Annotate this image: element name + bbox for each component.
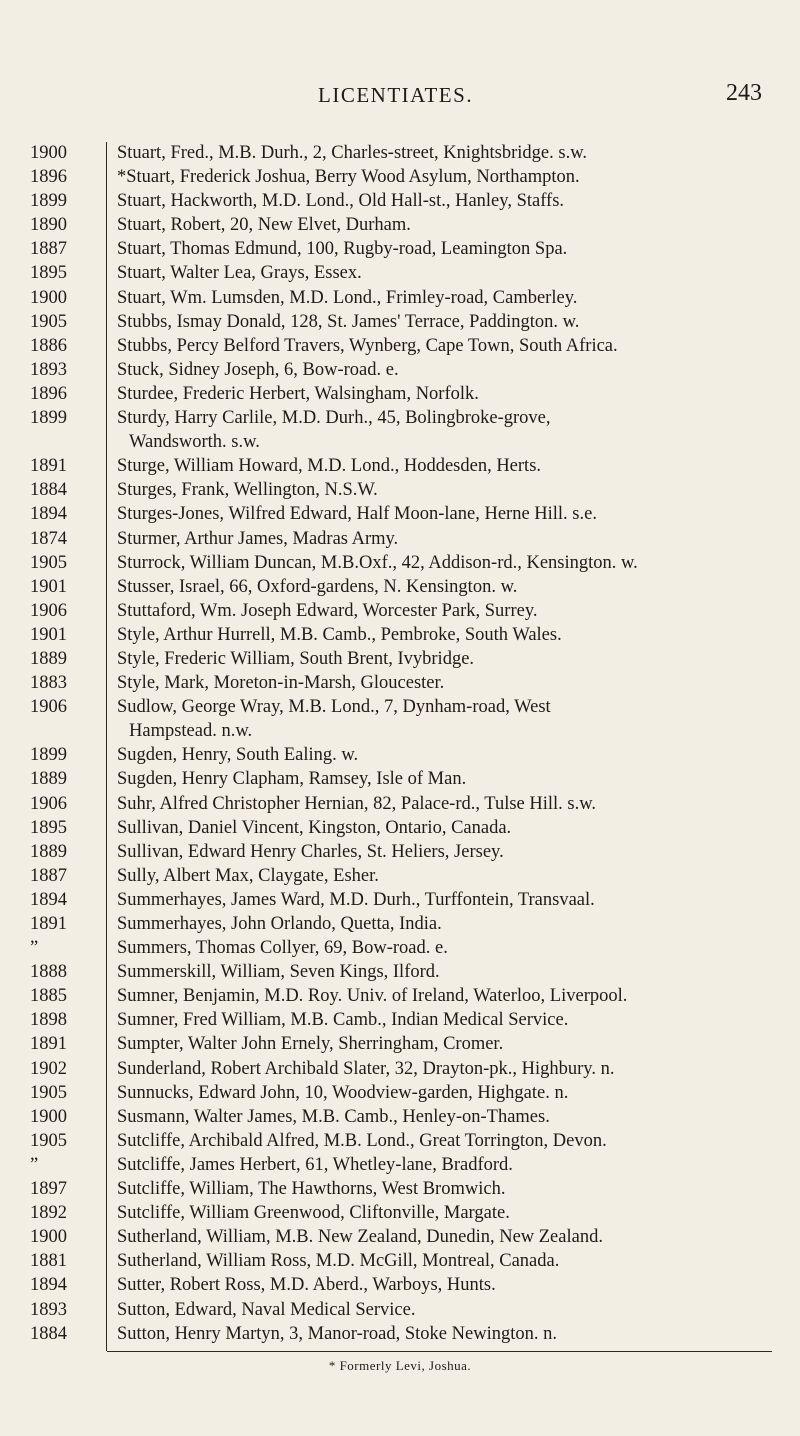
list-item xyxy=(0,792,800,816)
list-item xyxy=(0,1105,800,1129)
entry-text: Sunnucks, Edward John, 10, Woodview-garden, Highgate. n. xyxy=(117,1082,569,1103)
list-item xyxy=(0,189,800,213)
registration-year: ” xyxy=(30,1154,39,1175)
list-item xyxy=(0,334,800,358)
registration-year: 1896 xyxy=(30,383,67,404)
entry-continuation: Hampstead. n.w. xyxy=(129,721,253,742)
licentiate-entry xyxy=(117,888,772,912)
registration-year: 1886 xyxy=(30,335,67,356)
registration-year: 1905 xyxy=(30,1082,67,1103)
registration-year: 1893 xyxy=(30,1299,67,1320)
entry-text: Sturges, Frank, Wellington, N.S.W. xyxy=(117,480,378,501)
list-item xyxy=(0,864,800,888)
entry-text: Summerhayes, James Ward, M.D. Durh., Turffontein, Transvaal. xyxy=(117,889,595,910)
entry-text: Sturdee, Frederic Herbert, Walsingham, Norfolk. xyxy=(117,383,479,404)
entry-text: Sturrock, William Duncan, M.B.Oxf., 42, Addison-rd., Kensington. w. xyxy=(117,552,638,573)
registration-year: 1890 xyxy=(30,215,67,236)
registration-year: 1905 xyxy=(30,311,67,332)
list-item xyxy=(0,671,800,695)
registration-year: 1891 xyxy=(30,1034,67,1055)
entry-text: Sutcliffe, Archibald Alfred, M.B. Lond., Great Torrington, Devon. xyxy=(117,1130,607,1151)
list-item xyxy=(0,237,800,261)
registration-year: ” xyxy=(30,938,39,959)
registration-year: 1889 xyxy=(30,648,67,669)
entry-text: Stuttaford, Wm. Joseph Edward, Worcester Park, Surrey. xyxy=(117,600,538,621)
registration-year: 1885 xyxy=(30,986,67,1007)
entry-text: Sunderland, Robert Archibald Slater, 32, Drayton-pk., Highbury. n. xyxy=(117,1058,615,1079)
registration-year: 1899 xyxy=(30,408,67,429)
licentiate-entry xyxy=(117,743,772,767)
licentiate-entry xyxy=(117,599,772,623)
entry-text: Stuart, Robert, 20, New Elvet, Durham. xyxy=(117,215,411,236)
licentiate-entry xyxy=(117,237,772,261)
licentiate-entry xyxy=(117,912,772,936)
licentiate-entry xyxy=(117,936,772,960)
entry-text: Stusser, Israel, 66, Oxford-gardens, N. Kensington. w. xyxy=(117,576,518,597)
list-item xyxy=(0,165,800,189)
registration-year: 1891 xyxy=(30,914,67,934)
registration-year: 1906 xyxy=(30,600,67,621)
licentiate-entry xyxy=(117,454,772,478)
registration-year: 1874 xyxy=(30,528,67,549)
entry-text: Stubbs, Ismay Donald, 128, St. James' Terrace, Paddington. w. xyxy=(117,311,580,332)
list-item xyxy=(0,141,800,165)
entry-text: Stuart, Fred., M.B. Durh., 2, Charles-street, Knightsbridge. s.w. xyxy=(117,143,587,163)
licentiate-entry xyxy=(117,358,772,382)
list-item xyxy=(0,695,800,743)
licentiate-entry xyxy=(117,695,772,743)
licentiate-entry xyxy=(117,671,772,695)
list-item xyxy=(0,647,800,671)
registration-year: 1893 xyxy=(30,359,67,380)
list-item xyxy=(0,286,800,310)
list-item xyxy=(0,1322,800,1346)
registration-year: 1896 xyxy=(30,167,67,188)
registration-year: 1900 xyxy=(30,143,67,163)
entry-text: Sutcliffe, William Greenwood, Cliftonville, Margate. xyxy=(117,1203,510,1224)
licentiate-entry xyxy=(117,1032,772,1056)
entry-text: Suhr, Alfred Christopher Hernian, 82, Palace-rd., Tulse Hill. s.w. xyxy=(117,793,597,814)
entry-text: Sutton, Edward, Naval Medical Service. xyxy=(117,1299,416,1320)
licentiate-entry xyxy=(117,382,772,406)
entry-text: Sudlow, George Wray, M.B. Lond., 7, Dynham-road, West xyxy=(117,697,551,718)
entry-text: Sutcliffe, James Herbert, 61, Whetley-lane, Bradford. xyxy=(117,1154,513,1175)
list-item xyxy=(0,261,800,285)
entry-text: Sturmer, Arthur James, Madras Army. xyxy=(117,528,399,549)
entry-text: Sumner, Fred William, M.B. Camb., Indian Medical Service. xyxy=(117,1010,569,1031)
list-item xyxy=(0,1177,800,1201)
entry-text: Sutcliffe, William, The Hawthorns, West Bromwich. xyxy=(117,1179,506,1200)
list-item xyxy=(0,502,800,526)
page-number: 243 xyxy=(726,80,762,106)
licentiate-entry xyxy=(117,286,772,310)
list-item xyxy=(0,575,800,599)
registration-year: 1889 xyxy=(30,769,67,790)
entry-text: Summerhayes, John Orlando, Quetta, India. xyxy=(117,914,442,934)
list-item xyxy=(0,912,800,936)
registration-year: 1894 xyxy=(30,504,67,525)
licentiate-entry xyxy=(117,1153,772,1177)
registration-year: 1902 xyxy=(30,1058,67,1079)
registration-year: 1899 xyxy=(30,191,67,212)
list-item xyxy=(0,406,800,454)
registration-year: 1894 xyxy=(30,1275,67,1296)
entry-text: Sumner, Benjamin, M.D. Roy. Univ. of Ireland, Waterloo, Liverpool. xyxy=(117,986,628,1007)
licentiate-entry xyxy=(117,189,772,213)
list-item xyxy=(0,1032,800,1056)
licentiate-entry xyxy=(117,647,772,671)
registration-year: 1894 xyxy=(30,889,67,910)
entry-text: Sturge, William Howard, M.D. Lond., Hoddesden, Herts. xyxy=(117,456,542,477)
licentiate-entry xyxy=(117,551,772,575)
list-item xyxy=(0,936,800,960)
list-item xyxy=(0,478,800,502)
list-item xyxy=(0,527,800,551)
licentiate-entry xyxy=(117,310,772,334)
section-title: LICENTIATES. xyxy=(318,83,474,107)
licentiate-entry xyxy=(117,502,772,526)
list-item xyxy=(0,599,800,623)
registration-year: 1900 xyxy=(30,287,67,308)
licentiate-entry xyxy=(117,1225,772,1249)
licentiate-entry xyxy=(117,1249,772,1273)
licentiate-entry xyxy=(117,141,772,165)
list-item xyxy=(0,1153,800,1177)
licentiate-list xyxy=(0,141,800,1346)
list-item xyxy=(0,382,800,406)
registration-year: 1900 xyxy=(30,1106,67,1127)
registration-year: 1901 xyxy=(30,624,67,645)
entry-text: Sullivan, Edward Henry Charles, St. Heliers, Jersey. xyxy=(117,841,504,862)
licentiate-entry xyxy=(117,1298,772,1322)
entry-text: Sully, Albert Max, Claygate, Esher. xyxy=(117,865,379,886)
registration-year: 1906 xyxy=(30,793,67,814)
entry-text: Sugden, Henry Clapham, Ramsey, Isle of Man. xyxy=(117,769,467,790)
licentiate-entry xyxy=(117,1273,772,1297)
list-item xyxy=(0,840,800,864)
licentiate-entry xyxy=(117,334,772,358)
licentiate-entry xyxy=(117,165,772,189)
licentiate-entry xyxy=(117,575,772,599)
entry-text: Susmann, Walter James, M.B. Camb., Henley-on-Thames. xyxy=(117,1106,550,1127)
list-item xyxy=(0,984,800,1008)
list-item xyxy=(0,1249,800,1273)
registration-year: 1905 xyxy=(30,1130,67,1151)
list-item xyxy=(0,454,800,478)
entry-text: Sutherland, William Ross, M.D. McGill, Montreal, Canada. xyxy=(117,1251,560,1272)
licentiate-entry xyxy=(117,1081,772,1105)
entry-text: Sturges-Jones, Wilfred Edward, Half Moon-lane, Herne Hill. s.e. xyxy=(117,504,597,525)
licentiate-entry xyxy=(117,1129,772,1153)
registration-year: 1888 xyxy=(30,962,67,983)
registration-year: 1899 xyxy=(30,745,67,766)
list-item xyxy=(0,960,800,984)
registration-year: 1901 xyxy=(30,576,67,597)
list-item xyxy=(0,816,800,840)
licentiate-entry xyxy=(117,816,772,840)
registration-year: 1881 xyxy=(30,1251,67,1272)
registration-year: 1887 xyxy=(30,239,67,260)
licentiate-entry xyxy=(117,792,772,816)
entry-continuation: Wandsworth. s.w. xyxy=(129,432,260,453)
licentiate-entry xyxy=(117,960,772,984)
entry-text: Sugden, Henry, South Ealing. w. xyxy=(117,745,359,766)
registration-year: 1895 xyxy=(30,817,67,838)
list-item xyxy=(0,1298,800,1322)
licentiate-entry xyxy=(117,1057,772,1081)
list-item xyxy=(0,1081,800,1105)
entry-text: Stuck, Sidney Joseph, 6, Bow-road. e. xyxy=(117,359,399,380)
list-item xyxy=(0,888,800,912)
entry-text: Summers, Thomas Collyer, 69, Bow-road. e. xyxy=(117,938,448,959)
list-item xyxy=(0,1273,800,1297)
registration-year: 1895 xyxy=(30,263,67,284)
list-item xyxy=(0,1225,800,1249)
registration-year: 1884 xyxy=(30,480,67,501)
licentiate-entry xyxy=(117,478,772,502)
entry-text: Stuart, Walter Lea, Grays, Essex. xyxy=(117,263,362,284)
entry-text: Style, Frederic William, South Brent, Ivybridge. xyxy=(117,648,475,669)
licentiate-entry xyxy=(117,1008,772,1032)
licentiate-entry xyxy=(117,213,772,237)
entry-text: Stuart, Hackworth, M.D. Lond., Old Hall-st., Hanley, Staffs. xyxy=(117,191,565,212)
list-item xyxy=(0,551,800,575)
entry-text: Stubbs, Percy Belford Travers, Wynberg, Cape Town, South Africa. xyxy=(117,335,618,356)
registration-year: 1900 xyxy=(30,1227,67,1248)
licentiate-entry xyxy=(117,864,772,888)
licentiate-entry xyxy=(117,1177,772,1201)
entry-text: Sutter, Robert Ross, M.D. Aberd., Warboys, Hunts. xyxy=(117,1275,496,1296)
entry-text: Sutton, Henry Martyn, 3, Manor-road, Stoke Newington. n. xyxy=(117,1323,557,1344)
entry-text: Sumpter, Walter John Ernely, Sherringham, Cromer. xyxy=(117,1034,504,1055)
licentiate-entry xyxy=(117,984,772,1008)
licentiate-entry xyxy=(117,1322,772,1346)
entry-text: Sutherland, William, M.B. New Zealand, Dunedin, New Zealand. xyxy=(117,1227,603,1248)
registration-year: 1898 xyxy=(30,1010,67,1031)
entry-text: Style, Arthur Hurrell, M.B. Camb., Pembroke, South Wales. xyxy=(117,624,562,645)
licentiate-entry xyxy=(117,840,772,864)
entry-text: Summerskill, William, Seven Kings, Ilford. xyxy=(117,962,440,983)
list-item xyxy=(0,767,800,791)
registration-year: 1891 xyxy=(30,456,67,477)
list-item xyxy=(0,1057,800,1081)
list-item xyxy=(0,1008,800,1032)
list-item xyxy=(0,1129,800,1153)
entry-text: Style, Mark, Moreton-in-Marsh, Gloucester. xyxy=(117,673,445,694)
registration-year: 1884 xyxy=(30,1323,67,1344)
list-item xyxy=(0,310,800,334)
registration-year: 1892 xyxy=(30,1203,67,1224)
list-item xyxy=(0,743,800,767)
registration-year: 1887 xyxy=(30,865,67,886)
entry-text: Sullivan, Daniel Vincent, Kingston, Ontario, Canada. xyxy=(117,817,512,838)
registration-year: 1883 xyxy=(30,673,67,694)
licentiate-entry xyxy=(117,623,772,647)
licentiate-entry xyxy=(117,406,772,454)
entry-text: Stuart, Wm. Lumsden, M.D. Lond., Frimley-road, Camberley. xyxy=(117,287,578,308)
licentiate-entry xyxy=(117,1105,772,1129)
registration-year: 1889 xyxy=(30,841,67,862)
registration-year: 1897 xyxy=(30,1179,67,1200)
list-item xyxy=(0,213,800,237)
licentiate-entry xyxy=(117,767,772,791)
running-header xyxy=(0,80,800,113)
list-item xyxy=(0,623,800,647)
registration-year: 1905 xyxy=(30,552,67,573)
list-item xyxy=(0,358,800,382)
licentiate-entry xyxy=(117,261,772,285)
entry-text: Sturdy, Harry Carlile, M.D. Durh., 45, Bolingbroke-grove, xyxy=(117,408,551,429)
licentiate-entry xyxy=(117,527,772,551)
licentiate-entry xyxy=(117,1201,772,1225)
entry-text: *Stuart, Frederick Joshua, Berry Wood Asylum, Northampton. xyxy=(117,167,580,188)
registration-year: 1906 xyxy=(30,697,67,718)
footnote-divider xyxy=(107,1351,772,1352)
list-item xyxy=(0,1201,800,1225)
entry-text: Stuart, Thomas Edmund, 100, Rugby-road, Leamington Spa. xyxy=(117,239,568,260)
footnote: * Formerly Levi, Joshua. xyxy=(328,1358,472,1373)
